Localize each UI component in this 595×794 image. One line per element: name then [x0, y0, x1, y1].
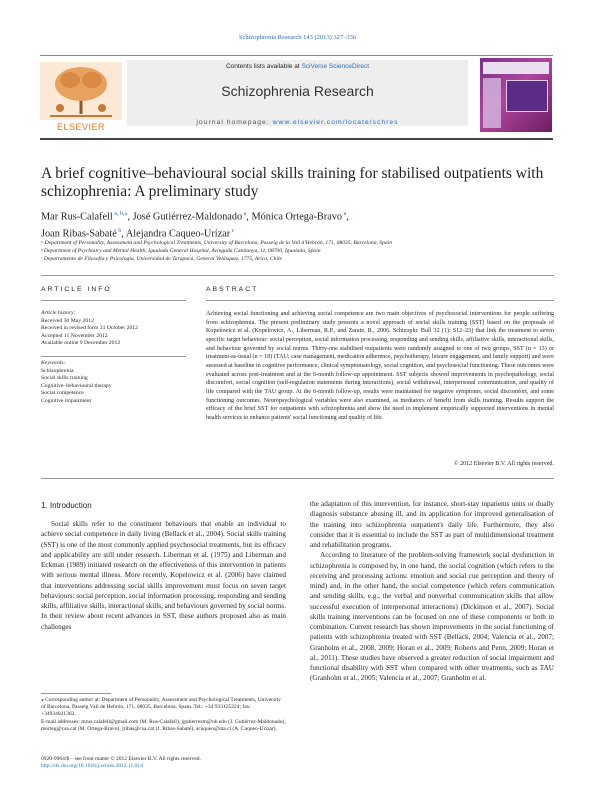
elsevier-logo: [40, 62, 122, 132]
header-divider: [41, 275, 554, 276]
journal-cover-thumbnail[interactable]: [480, 58, 552, 132]
keywords: [41, 360, 186, 406]
article-history: [41, 310, 186, 348]
abstract-rule: [206, 300, 554, 301]
contents-availability: [127, 63, 468, 70]
history-item: Accepted 11 November 2012: [41, 332, 108, 339]
copyright-notice: © 2012 Elsevier B.V. All rights reserved.: [453, 461, 554, 467]
section-heading-introduction: 1. Introduction: [41, 501, 92, 510]
abstract-divider: [41, 478, 554, 479]
journal-citation[interactable]: Schizophrenia Research 143 (2013) 327–336: [238, 34, 357, 41]
author-name[interactable]: , José Gutiérrez-Maldonado: [127, 211, 243, 223]
footnote: [41, 697, 286, 733]
author-name[interactable]: , Alejandra Caqueo-Urízar: [121, 228, 231, 240]
keyword: Social skills training: [41, 375, 88, 382]
affiliation-marker[interactable]: b: [116, 228, 122, 235]
author-name[interactable]: ,: [346, 211, 349, 223]
elsevier-tree-icon: [40, 62, 122, 120]
affiliation-a: ᵃ Department of Personality, Assessment and Psychological Treatments, University of Barcelona, Passeig de la Vall d'Hebrón, 171, 08035, Barcelona, Spain: [41, 240, 393, 246]
article-title: A brief cognitive–behavioural social skills training for stabilised outpatients with schizophrenia: A preliminary study: [41, 165, 544, 200]
intro-paragraph: Social skills refer to the constituent behaviours that enable an individual to achieve social competence in daily living (Bellack et al., 2004). Social skills training (SST) is one of the most commonly applied psychosocial treatments, but its efficacy and applicability are still under research. Liberman et al. (1975) and Liberman and Eckman (1989) initiated research on the effectiveness of this intervention in patients with serious mental illness. More recently, Kopelowicz et al. (2006) have claimed that interventions addressing social skills improvement must focus on seven target behaviours: social perception, social information processing, responding and sending skills, affiliative skills, interactional skills, and behaviours governed by social norms. In their review about recent advances in SST, these authors proposed also as main challenges: [41, 520, 286, 631]
keyword: Schizophrenia: [41, 367, 74, 374]
email-addresses: E-mail addresses: mrus.calafell@gmail.com (M. Rus-Calafell), jgutierrezm@ub.edu (J. Gutiérrez-Maldonado), morteg@csa.cat (M. Ortega-Bravo), jribas@csa.cat (J. Ribas-Sabaté), acaqueo@uta.cl (A. Caqueo-Urízar).: [41, 718, 286, 732]
affiliation-marker[interactable]: c: [230, 228, 235, 235]
intro-left-column: [41, 519, 286, 632]
journal-name[interactable]: Schizophrenia Research: [221, 83, 374, 99]
affiliation-marker[interactable]: a, b,⁎: [112, 211, 128, 217]
journal-homepage: [127, 119, 468, 126]
keyword: Cognitive–behavioural therapy: [41, 382, 112, 389]
keyword: Social competence: [41, 390, 84, 397]
contents-prefix: Contents lists available at: [225, 63, 302, 70]
abstract-heading: ABSTRACT: [206, 286, 259, 293]
homepage-link[interactable]: www.elsevier.com/locate/schres: [272, 119, 399, 126]
front-matter: [41, 756, 341, 770]
footnote-rule: [41, 693, 111, 694]
author-line-1: [41, 207, 551, 224]
history-label: Article history:: [41, 310, 76, 316]
keywords-label: Keywords:: [41, 360, 66, 366]
affiliation-marker[interactable]: a: [242, 211, 247, 217]
corresponding-author-note: ⁎ Corresponding author at: Department of Personality, Assessment and Psychological Treatments, University of Barcelona, Passeig Vall de Hebrón, 171, 08035, Barcelona, Spain. Tel.: +34 933125224; fax: +34934021362.: [41, 697, 281, 718]
author-name[interactable]: Mar Rus-Calafell: [41, 211, 113, 223]
keywords-divider: [41, 356, 186, 357]
keyword: Cognitive impairment: [41, 397, 92, 404]
doi-link[interactable]: http://dx.doi.org/10.1016/j.schres.2012.11.014: [41, 763, 143, 770]
history-item: Available online 9 December 2012: [41, 340, 121, 347]
sciencedirect-link[interactable]: SciVerse ScienceDirect: [301, 63, 370, 70]
affiliation-b: ᵇ Department of Psychiatry and Mental Health, Igualada General Hospital, Avinguda Catalunya, 11, 08700, Igualada, Spain: [41, 247, 321, 254]
author-name[interactable]: , Mónica Ortega-Bravo: [246, 211, 343, 223]
affiliation-marker[interactable]: a: [342, 211, 347, 217]
article-info-rule: [41, 300, 186, 301]
abstract-text: Achieving social functioning and achieving social competence are two main objectives of psychosocial interventions for people suffering from schizophrenia. The present preliminary study presents a novel approach of social skills training (SST) based on the proposals of Kopelowicz et al. (Kopelowicz, A., Liberman, R.P., and Zarate, R., 2006. Schizophr. Bull 32 (1): S12–23) that link the treatment to seven specific target behaviour: social perception, social information processing, responding and sending skills, affiliative skills, interactional skills, and behaviour governed by social norms. Thirty-one stabilised outpatients were randomly assigned to one of two groups, SST (n = 13) or treatment-as-usual (n = 18) (TAU; case management, medication adherence, psychotherapy, leisure engagement, and family support) and were assessed at baseline in cognitive performance, clinical symptomatology, social cognition, and psychosocial functioning. These outcomes were evaluated across post-treatment and at the 6-month follow-up appointment. SST subjects showed improvements in psychopathology, social discomfort, social cognition (self-regulation statements during interactions), social withdrawal, interpersonal communication, and quality of life compared with the TAU group. At the 6-month follow-up, results were maintained for negative symptoms, social discomfort, and some functioning outcomes. Neuropsychological variables were also examined, as mediators of benefit from skills training. Results support the efficacy of the brief SST for outpatients with schizophrenia and show the need to implement empirically supported interventions in mental health services to enhance patients' social functioning and quality of life.: [206, 311, 554, 421]
author-name[interactable]: Joan Ribas-Sabaté: [41, 228, 117, 240]
issn-line: 0920-9964/$ – see front matter © 2012 Elsevier B.V. All rights reserved.: [41, 756, 201, 762]
history-item: Received in revised form 31 October 2012: [41, 325, 138, 332]
publisher-logo-text: ELSEVIER: [56, 122, 106, 132]
homepage-prefix: journal homepage:: [196, 119, 273, 126]
author-list: [41, 207, 551, 242]
intro-paragraph: the adaptation of this intervention, for instance, short-stay inpatients units or dually diagnosis substance abusing ill, and its application for improved generalisation of the training into schizophrenia outpatient's daily life. Furthermore, they also consider that it is essential to include the SST as part of multidimensional treatment and rehabilitation programs.: [310, 500, 554, 549]
affiliation-c: ᶜ Departamento de Filosofía y Psicología, Universidad de Tarapacá, General Velásquez, 1775, Arica, Chile: [41, 255, 283, 262]
article-info-heading: ARTICLE INFO: [41, 286, 112, 293]
affiliations: [41, 240, 551, 263]
intro-paragraph: According to literature of the problem-solving framework social dysfunction in schizophrenia is composed by, in one hand, the social cognition (which refers to the receiving and processing actions: emotion and social cue perception and theory of mind) and, in the other hand, the social competence (which refers communication and sending skills, e.g., the verbal and nonverbal communication skills that allow successful execution of interpersonal interactions) (Dickinson et al., 2007). Social skills training interventions can be focused on one of these components or both in combination. Current research has shown improvements in the social functioning of patients with schizophrenia treated with SST (Bellack, 2004; Valencia et al., 2007; Granholm et al., 2008, 2009; Horan et al., 2009; Roberts and Penn, 2009; Horan et al., 2011). These studies have observed a greater reduction of social impairment and functional disability with SST when compared with other treatments, such as TAU (Granholm et al., 2005; Valencia et al., 2007; Granholm et al.: [310, 551, 554, 683]
intro-right-column: [310, 499, 554, 684]
history-item: Received 30 May 2012: [41, 317, 94, 324]
